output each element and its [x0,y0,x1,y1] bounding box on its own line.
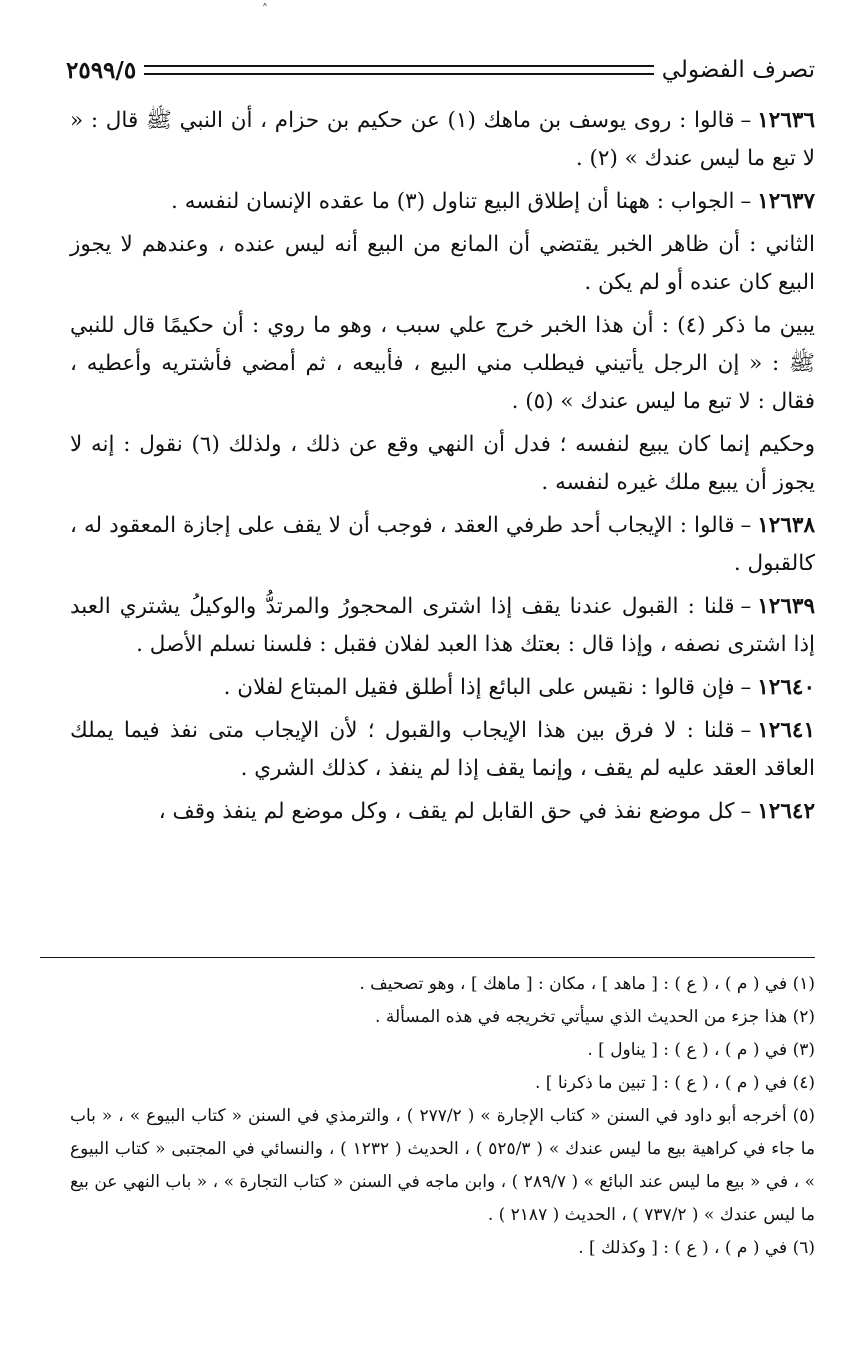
paragraph-text: قلنا : القبول عندنا يقف إذا اشترى المحجورُ والمرتدُّ والوكيلُ يشتري العبد إذا اشترى نصفه ، وإذا قال : بعتك هذا العبد لفلان فقبل : فلسنا نسلم الأصل . [70,594,815,657]
page-number: ٢٥٩٩/٥ [66,56,137,84]
page-header [66,50,815,90]
header-rule [144,65,654,75]
paragraph-number: ١٢٦٣٩ [757,594,815,619]
footnote: (٦) في ( م ) ، ( ع ) : [ وكذلك ] . [578,1238,815,1258]
footnote-divider [40,957,815,958]
footnote: (٥) أخرجه أبو داود في السنن « كتاب الإجارة » ( ٢٧٧/٢ ) ، والترمذي في السنن « كتاب البيوع » ، « باب ما جاء في كراهية بيع ما ليس عندك » ( ٥٢٥/٣ ) ، الحديث ( ١٢٣٢ ) ، والنسائي في المجتبى « كتاب البيوع » ، في « بيع ما ليس عند البائع » ( ٢٨٩/٧ ) ، وابن ماجه في السنن « كتاب التجارة » ، « باب النهي عن بيع ما ليس عندك » ( ٧٣٧/٢ ) ، الحديث ( ٢١٨٧ ) . [70,1106,815,1225]
paragraph-number: ١٢٦٣٦ [757,108,815,133]
footnote: (٢) هذا جزء من الحديث الذي سيأتي تخريجه في هذه المسألة . [375,1007,815,1027]
paragraph-text: كل موضع نفذ في حق القابل لم يقف ، وكل موضع لم ينفذ وقف ، [158,799,735,824]
paragraph-12641: ١٢٦٤١–قلنا : لا فرق بين هذا الإيجاب والقبول ؛ لأن الإيجاب متى نفذ فيما يملك العاقد العقد عليه لم يقف ، وإنما يقف إذا لم ينفذ ، كذلك الشري . [70,718,815,781]
paragraph-number: ١٢٦٣٧ [757,189,815,214]
paragraph-text: قالوا : الإيجاب أحد طرفي العقد ، فوجب أن لا يقف على إجازة المعقود له ، كالقبول . [70,513,815,576]
paragraph-text: الجواب : ههنا أن إطلاق البيع تناول (٣) ما عقده الإنسان لنفسه . [171,189,735,214]
paragraph-12637: ١٢٦٣٧–الجواب : ههنا أن إطلاق البيع تناول (٣) ما عقده الإنسان لنفسه . [171,189,815,214]
paragraph-12639: ١٢٦٣٩–قلنا : القبول عندنا يقف إذا اشترى المحجورُ والمرتدُّ والوكيلُ يشتري العبد إذا اشترى نصفه ، وإذا قال : بعتك هذا العبد لفلان فقبل : فلسنا نسلم الأصل . [70,594,815,657]
paragraph-12640: ١٢٦٤٠–فإن قالوا : نقيس على البائع إذا أطلق فقيل المبتاع لفلان . [223,675,815,700]
paragraph-text: قلنا : لا فرق بين هذا الإيجاب والقبول ؛ لأن الإيجاب متى نفذ فيما يملك العاقد العقد عليه لم يقف ، وإنما يقف إذا لم ينفذ ، كذلك الشري . [70,718,815,781]
running-title: تصرف الفضولي [661,57,815,83]
paragraph-number: ١٢٦٤١ [757,718,815,743]
paragraph-12636: ١٢٦٣٦–قالوا : روى يوسف بن ماهك (١) عن حكيم بن حزام ، أن النبي ﷺ قال : « لا تبع ما ليس عندك » (٢) . [70,108,815,171]
main-text [70,102,815,836]
paragraph-text: قالوا : روى يوسف بن ماهك (١) عن حكيم بن حزام ، أن النبي ﷺ قال : « لا تبع ما ليس عندك » (٢) . [70,108,815,171]
paragraph-number: ١٢٦٤٠ [757,675,815,700]
footnotes [70,968,815,1265]
paragraph-text: يبين ما ذكر (٤) : أن هذا الخبر خرج علي سبب ، وهو ما روي : أن حكيمًا قال للنبي ﷺ : « إن الرجل يأتيني فيطلب مني البيع ، فأبيعه ، ثم أمضي فأشتريه وأعطيه ، فقال : لا تبع ما ليس عندك » (٥) . [70,313,815,414]
paragraph-explanation [70,307,815,421]
scan-mark: ˄ [262,2,268,16]
footnote: (٣) في ( م ) ، ( ع ) : [ يناول ] . [587,1040,815,1060]
paragraph-text: فإن قالوا : نقيس على البائع إذا أطلق فقيل المبتاع لفلان . [223,675,735,700]
footnote: (١) في ( م ) ، ( ع ) : [ ماهد ] ، مكان : [ ماهك ] ، وهو تصحيف . [359,974,815,994]
paragraph-number: ١٢٦٤٢ [757,799,815,824]
paragraph-number: ١٢٦٣٨ [757,513,815,538]
paragraph-second-point [70,226,815,302]
footnote: (٤) في ( م ) ، ( ع ) : [ تبين ما ذكرنا ] . [534,1073,815,1093]
paragraph-text: الثاني : أن ظاهر الخبر يقتضي أن المانع من البيع أنه ليس عنده ، وعندهم لا يجوز البيع كان عنده أو لم يكن . [70,232,815,295]
paragraph-12642: ١٢٦٤٢–كل موضع نفذ في حق القابل لم يقف ، وكل موضع لم ينفذ وقف ، [158,799,815,824]
paragraph-12638: ١٢٦٣٨–قالوا : الإيجاب أحد طرفي العقد ، فوجب أن لا يقف على إجازة المعقود له ، كالقبول . [70,513,815,576]
paragraph-hakim [70,426,815,502]
paragraph-text: وحكيم إنما كان يبيع لنفسه ؛ فدل أن النهي وقع عن ذلك ، ولذلك (٦) نقول : إنه لا يجوز أن يبيع ملك غيره لنفسه . [70,432,815,495]
